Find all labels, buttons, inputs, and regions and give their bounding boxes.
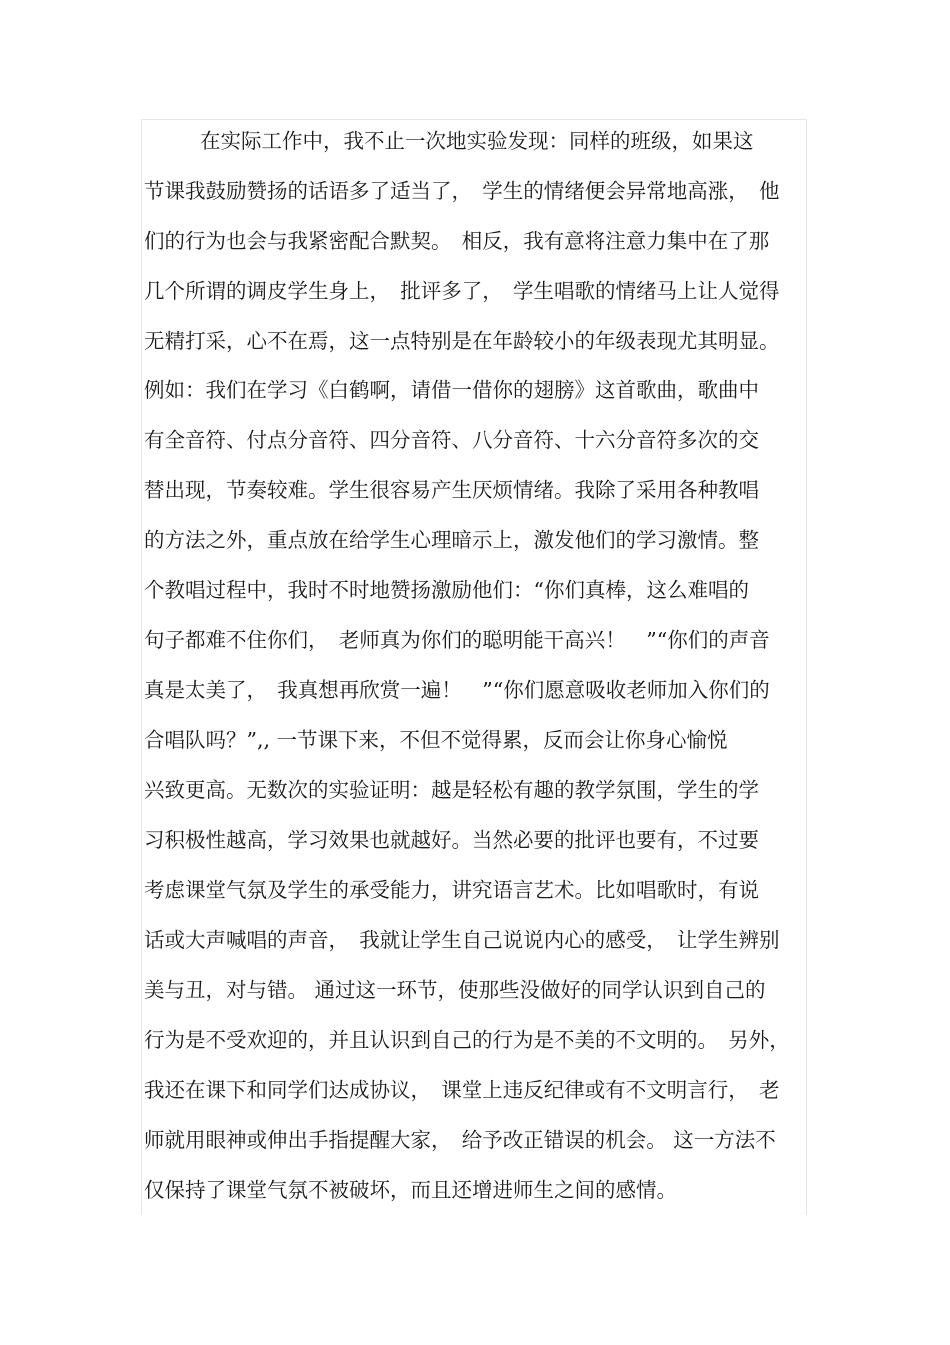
paragraph-line-16: 考虑课堂气氛及学生的承受能力，讲究语言艺术。比如唱歌时，有说: [144, 878, 759, 902]
paragraph-line-3: 们的行为也会与我紧密配合默契。 相反，我有意将注意力集中在了那: [144, 229, 770, 253]
paragraph-line-18: 美与丑，对与错。 通过这一环节，使那些没做好的同学认识到自己的: [144, 978, 766, 1002]
paragraph-line-6: 例如：我们在学习《白鹤啊，请借一借你的翅膀》这首歌曲，歌曲中: [144, 378, 759, 402]
paragraph-line-5: 无精打采，心不在焉，这一点特别是在年龄较小的年级表现尤其明显。: [144, 329, 780, 353]
paragraph-line-15: 习积极性越高，学习效果也就越好。当然必要的批评也要有，不过要: [144, 828, 759, 852]
paragraph-line-17: 话或大声喊唱的声音， 我就让学生自己说说内心的感受， 让学生辨别: [144, 928, 780, 952]
paragraph-line-8: 替出现，节奏较难。学生很容易产生厌烦情绪。我除了采用各种教唱: [144, 478, 759, 502]
paragraph-line-10: 个教唱过程中，我时不时地赞扬激励他们：“你们真棒，这么难唱的: [144, 578, 749, 602]
paragraph-line-13: 合唱队吗？”,, 一节课下来，不但不觉得累，反而会让你身心愉悦: [144, 728, 728, 752]
paragraph-line-11: 句子都难不住你们， 老师真为你们的聪明能干高兴！ ”“你们的声音: [144, 628, 770, 652]
paragraph-line-21: 师就用眼神或伸出手指提醒大家， 给予改正错误的机会。 这一方法不: [144, 1128, 776, 1152]
paragraph-line-4: 几个所谓的调皮学生身上， 批评多了， 学生唱歌的情绪马上让人觉得: [144, 279, 780, 303]
paragraph-line-2: 节课我鼓励赞扬的话语多了适当了， 学生的情绪便会异常地高涨， 他: [144, 179, 780, 203]
paragraph-line-1: 在实际工作中，我不止一次地实验发现：同样的班级，如果这: [200, 129, 754, 153]
paragraph-line-19: 行为是不受欢迎的，并且认识到自己的行为是不美的不文明的。 另外，: [144, 1028, 790, 1052]
paragraph-line-14: 兴致更高。无数次的实验证明：越是轻松有趣的教学氛围，学生的学: [144, 778, 759, 802]
paragraph-line-12: 真是太美了， 我真想再欣赏一遍！ ”“你们愿意吸收老师加入你们的: [144, 678, 770, 702]
paragraph-line-22: 仅保持了课堂气氛不被破坏，而且还增进师生之间的感情。: [144, 1178, 677, 1202]
paragraph-line-20: 我还在课下和同学们达成协议， 课堂上违反纪律或有不文明言行， 老: [144, 1078, 780, 1102]
paragraph-line-7: 有全音符、付点分音符、四分音符、八分音符、十六分音符多次的交: [144, 428, 759, 452]
paragraph-line-9: 的方法之外，重点放在给学生心理暗示上，激发他们的学习激情。整: [144, 528, 759, 552]
